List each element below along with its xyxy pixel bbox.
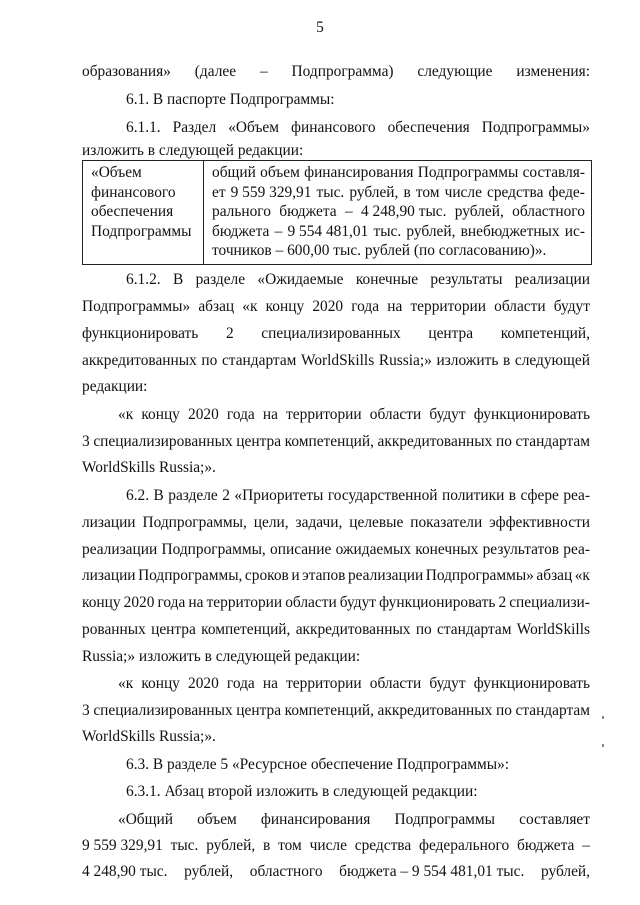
word: области xyxy=(494,298,546,315)
word: рублей, xyxy=(206,837,256,854)
word: Подпрограммы, xyxy=(161,541,266,558)
word: сфере xyxy=(520,487,559,504)
word: Подпрограммы xyxy=(394,811,495,828)
paragraph-6-1-2-line xyxy=(82,324,590,344)
word: компетенций, xyxy=(284,702,374,719)
word: тыс. xyxy=(170,837,199,854)
word: федерального xyxy=(419,837,510,854)
word: центра xyxy=(236,702,282,719)
paragraph-6-3-1: 6.3.1. Абзац второй изложить в следующей редакции: xyxy=(126,783,478,800)
word: тыс. xyxy=(316,183,345,201)
word: реализации xyxy=(347,567,424,584)
word: объем xyxy=(197,811,237,828)
word: ожидаемых xyxy=(335,541,412,558)
paragraph-6-1: 6.1. В паспорте Подпрограммы: xyxy=(126,91,335,108)
word: на xyxy=(387,298,403,315)
word: будут xyxy=(339,594,376,611)
word: стандартам xyxy=(437,621,512,638)
word: «к xyxy=(118,406,134,423)
page-number: 5 xyxy=(316,19,324,36)
word: года xyxy=(157,594,186,611)
paragraph-6-1-2-line xyxy=(82,297,590,317)
word: территории xyxy=(286,406,362,423)
word: компетенций, xyxy=(284,433,374,450)
cell-line xyxy=(212,163,585,183)
quote-line xyxy=(118,405,590,425)
word: 6.1.2. xyxy=(126,271,161,288)
word: специализированных xyxy=(261,325,401,342)
word: стандартам xyxy=(515,433,590,450)
cell-line xyxy=(212,183,585,203)
word: компетенций, xyxy=(500,325,590,342)
word: концу xyxy=(82,594,121,611)
cell-line xyxy=(212,222,585,242)
paragraph-6-2-line xyxy=(82,593,590,613)
word: следующие xyxy=(417,63,493,80)
word: по xyxy=(201,352,218,369)
word: области xyxy=(285,594,337,611)
word: центра xyxy=(236,433,282,450)
word: образования» xyxy=(82,63,171,80)
paragraph-6-1-2-line xyxy=(82,351,590,371)
word: абзац xyxy=(198,298,235,315)
word: года xyxy=(226,675,255,692)
word: финансирования xyxy=(260,811,371,828)
word: стандартам xyxy=(515,702,590,719)
word: – xyxy=(344,203,353,221)
word: политики xyxy=(442,487,505,504)
word: 6.2. xyxy=(126,487,150,504)
word: в xyxy=(508,487,517,504)
word: области xyxy=(369,675,422,692)
word: области xyxy=(369,406,422,423)
word: областного xyxy=(512,203,585,221)
paragraph-6-2-line xyxy=(82,513,590,533)
word: «к xyxy=(242,298,258,315)
text-line xyxy=(82,62,590,82)
paragraph-6-2-line xyxy=(82,566,590,586)
financing-table xyxy=(82,160,592,265)
word: в xyxy=(263,837,271,854)
word: 9 559 329,91 xyxy=(82,837,163,854)
word: функционировать xyxy=(473,406,590,423)
word: лизации xyxy=(82,567,136,584)
cell-line: финансового xyxy=(91,183,176,201)
word: общий xyxy=(212,164,256,181)
word: конечные xyxy=(355,271,419,288)
word: «Объем xyxy=(228,119,280,136)
word: 2020 xyxy=(312,298,344,315)
word: функционировать xyxy=(379,594,496,611)
quote-line xyxy=(82,432,590,452)
word: том xyxy=(415,183,440,201)
word: сроков xyxy=(244,567,289,584)
word: на xyxy=(188,594,204,611)
word: финансирования xyxy=(304,164,414,181)
paragraph-6-2-line xyxy=(82,540,590,560)
quote-line xyxy=(82,701,590,721)
scan-mark xyxy=(602,744,604,747)
word: абзац xyxy=(536,567,573,584)
quote-line: WorldSkills Russia;». xyxy=(82,728,216,745)
word: результаты xyxy=(430,271,503,288)
word: 2020 xyxy=(188,406,219,423)
word: центра xyxy=(151,621,196,638)
word: рублей, xyxy=(406,222,456,240)
word: территории xyxy=(206,594,283,611)
word: Раздел xyxy=(172,119,217,136)
word: 3 xyxy=(82,433,90,450)
word: центра xyxy=(428,325,474,342)
word: ис- xyxy=(564,222,585,240)
word: числе xyxy=(309,837,347,854)
word: территории xyxy=(286,675,362,692)
paragraph-line xyxy=(118,810,590,830)
paragraph-6-1-1-line: изложить в следующей редакции: xyxy=(82,142,304,159)
word: рублей, xyxy=(349,183,399,201)
word: эффективности xyxy=(489,514,590,531)
word: описание xyxy=(270,541,332,558)
word: в xyxy=(403,183,411,201)
word: Подпрограммы, xyxy=(142,514,247,531)
word: специализированных xyxy=(93,433,233,450)
word: Russia;» xyxy=(378,352,432,369)
word: средства xyxy=(354,837,412,854)
paragraph-line xyxy=(82,862,590,882)
word: бюджета – 9 554 481,01 тыс. xyxy=(339,863,525,880)
word: функционировать xyxy=(82,325,199,342)
word: аккредитованных xyxy=(82,352,197,369)
word: «Ожидаемые xyxy=(257,271,344,288)
word: функционировать xyxy=(473,675,590,692)
word: концу xyxy=(265,298,305,315)
word: целевые xyxy=(349,514,404,531)
word: составляет xyxy=(519,811,590,828)
word: «к xyxy=(574,567,590,584)
paragraph-6-2-line: Russia;» изложить в следующей редакции: xyxy=(82,648,361,665)
cell-line xyxy=(212,241,585,261)
word: по xyxy=(415,621,432,638)
word: 9 554 481,01 xyxy=(287,222,369,240)
cell-line: «Объем xyxy=(91,164,142,181)
word: показатели xyxy=(410,514,483,531)
word: аккредитованных xyxy=(377,433,493,450)
word: аккредитованных xyxy=(295,621,411,638)
table-cell-value xyxy=(204,161,592,265)
word: специализи- xyxy=(509,594,590,611)
quote-line xyxy=(118,674,590,694)
paragraph-6-1-2-line: редакции: xyxy=(82,378,148,395)
word: 4 248,90 тыс. xyxy=(361,203,447,221)
word: финансового xyxy=(291,119,376,136)
word: реализации xyxy=(514,271,590,288)
word: изложить xyxy=(436,352,499,369)
cell-line: Подпрограммы xyxy=(91,222,192,240)
word: ет xyxy=(212,183,226,201)
word: В xyxy=(172,271,184,288)
word: «Приоритеты xyxy=(234,487,324,504)
paragraph-6-3: 6.3. В разделе 5 «Ресурсное обеспечение Подпрограммы»: xyxy=(126,756,510,773)
word: 3 xyxy=(82,702,90,719)
word: реализации xyxy=(82,541,158,558)
word: государственной xyxy=(327,487,438,504)
word: 2020 xyxy=(188,675,219,692)
word: реа- xyxy=(563,541,590,558)
paragraph-6-1-2-line xyxy=(126,270,590,290)
word: на xyxy=(262,406,278,423)
word: лизации xyxy=(82,514,136,531)
word: бюджета xyxy=(517,837,575,854)
word: феде- xyxy=(548,183,585,201)
word: бюджета xyxy=(279,203,337,221)
word: разделе xyxy=(195,271,246,288)
word: в xyxy=(503,352,511,369)
word: 9 559 329,91 xyxy=(230,183,312,201)
word: числе xyxy=(444,183,482,201)
word: Подпрограммы, xyxy=(138,567,243,584)
word: точников – 600,00 тыс. рублей (по согласованию)». xyxy=(212,242,547,260)
word: результатов xyxy=(482,541,560,558)
word: изменения: xyxy=(516,63,590,80)
word: концу xyxy=(141,675,180,692)
word: по xyxy=(495,702,512,719)
word: на xyxy=(262,675,278,692)
table-cell-label xyxy=(83,161,204,265)
word: областного xyxy=(249,863,323,880)
word: этапов xyxy=(302,567,346,584)
word: «к xyxy=(118,675,134,692)
paragraph-6-1-1-line xyxy=(126,118,590,138)
word: объем xyxy=(260,164,300,181)
word: средства xyxy=(486,183,544,201)
word: рублей, xyxy=(540,863,590,880)
word: составля- xyxy=(522,164,585,181)
word: 4 248,90 тыс. xyxy=(82,863,168,880)
word: (далее xyxy=(194,63,237,80)
word: Подпрограммы» xyxy=(425,567,534,584)
word: специализированных xyxy=(93,702,233,719)
word: Подпрограммы» xyxy=(82,298,191,315)
scan-mark xyxy=(602,716,604,719)
word: тыс. xyxy=(373,222,402,240)
word: года xyxy=(226,406,255,423)
quote-line: WorldSkills Russia;». xyxy=(82,459,216,476)
word: реа- xyxy=(563,487,590,504)
word: будут xyxy=(429,406,466,423)
paragraph-line xyxy=(82,836,590,856)
word: 2 xyxy=(222,487,230,504)
cell-line xyxy=(212,202,585,222)
word: рованных xyxy=(82,621,146,638)
word: – xyxy=(259,63,268,80)
word: года xyxy=(351,298,380,315)
word: рублей, xyxy=(184,863,234,880)
word: будут xyxy=(553,298,590,315)
word: рублей, xyxy=(454,203,504,221)
word: будут xyxy=(429,675,466,692)
word: территории xyxy=(410,298,487,315)
word: цели, xyxy=(253,514,289,531)
word: компетенций, xyxy=(201,621,291,638)
paragraph-6-2-line xyxy=(82,620,590,640)
word: WorldSkills xyxy=(516,621,590,638)
word: В xyxy=(153,487,164,504)
word: внебюджетных xyxy=(460,222,560,240)
word: – xyxy=(582,837,590,854)
word: 2020 xyxy=(123,594,155,611)
word: аккредитованных xyxy=(377,702,493,719)
word: 6.1.1. xyxy=(126,119,161,136)
word: обеспечения xyxy=(387,119,470,136)
word: бюджета xyxy=(212,222,270,240)
cell-line: обеспечения xyxy=(91,203,174,221)
word: Подпрограммы xyxy=(417,164,519,181)
word: по xyxy=(495,433,512,450)
word: – xyxy=(274,222,283,240)
word: конечных xyxy=(415,541,479,558)
paragraph-6-2-line xyxy=(126,486,590,506)
word: следующей xyxy=(514,352,590,369)
table-row xyxy=(83,161,592,265)
word: 2 xyxy=(498,594,507,611)
word: рального xyxy=(212,203,271,221)
word: задачи, xyxy=(295,514,343,531)
word: разделе xyxy=(168,487,218,504)
word: WorldSkills xyxy=(301,352,375,369)
word: Подпрограммы» xyxy=(481,119,590,136)
word: 2 xyxy=(225,325,234,342)
word: концу xyxy=(141,406,180,423)
word: стандартам xyxy=(221,352,297,369)
word: и xyxy=(291,567,300,584)
word: «Общий xyxy=(118,811,173,828)
word: Подпрограмма) xyxy=(291,63,394,80)
word: том xyxy=(278,837,302,854)
